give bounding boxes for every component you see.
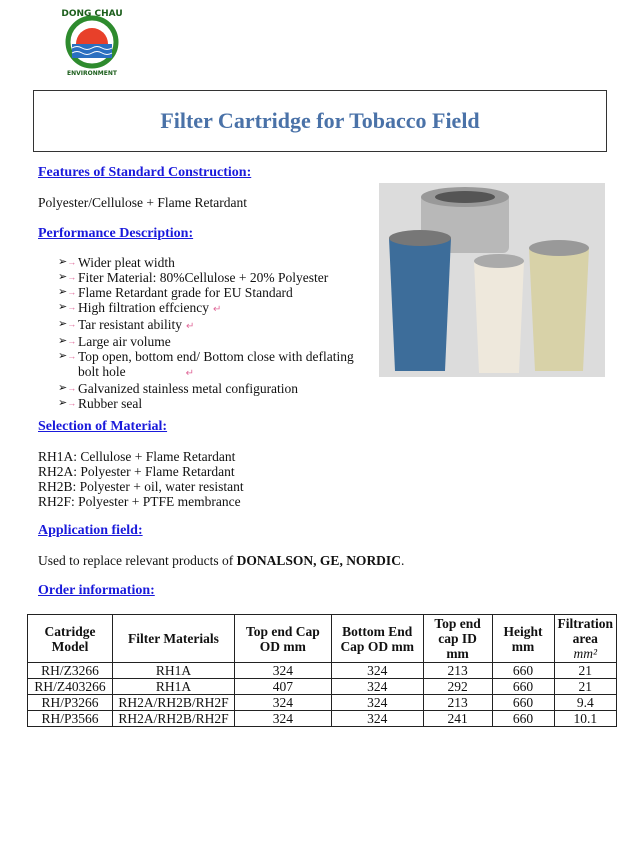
col-header: Filter Materials xyxy=(112,615,234,663)
performance-list xyxy=(58,255,378,411)
arrow-bullet-icon: ➢→ xyxy=(58,286,77,298)
application-text xyxy=(38,553,404,569)
performance-item xyxy=(58,270,378,285)
table-cell: 241 xyxy=(423,711,492,727)
table-cell: 660 xyxy=(492,679,554,695)
table-cell: 324 xyxy=(331,679,423,695)
table-cell: 324 xyxy=(331,711,423,727)
material-item: RH1A: Cellulose + Flame Retardant xyxy=(38,449,236,464)
performance-item xyxy=(58,396,378,411)
performance-item-text: Top open, bottom end/ Bottom close with deflating xyxy=(78,349,354,364)
arrow-bullet-icon: ➢→ xyxy=(58,350,77,362)
table-row xyxy=(28,711,617,727)
svg-text:DONG CHAU: DONG CHAU xyxy=(61,9,123,19)
performance-item-text: Fiter Material: 80%Cellulose + 20% Polyester xyxy=(78,270,329,285)
col-header xyxy=(554,615,617,663)
table-cell: 213 xyxy=(423,695,492,711)
arrow-bullet-icon: ➢→ xyxy=(58,335,77,347)
col-header: Catridge Model xyxy=(28,615,113,663)
table-cell: 660 xyxy=(492,711,554,727)
table-row xyxy=(28,663,617,679)
table-cell: RH1A xyxy=(112,663,234,679)
performance-item-text: bolt hole xyxy=(78,364,126,379)
performance-item xyxy=(58,381,378,396)
unit-label: mm² xyxy=(573,646,598,661)
performance-item xyxy=(58,317,378,334)
arrow-bullet-icon: ➢→ xyxy=(58,382,77,394)
table-cell: RH/Z403266 xyxy=(28,679,113,695)
table-cell: 292 xyxy=(423,679,492,695)
table-row xyxy=(28,679,617,695)
performance-item-text: Large air volume xyxy=(78,334,171,349)
application-suffix: . xyxy=(400,553,405,568)
filter-cartridges-photo xyxy=(379,183,605,377)
order-table xyxy=(27,614,617,727)
material-item: RH2B: Polyester + oil, water resistant xyxy=(38,479,244,494)
application-prefix: Used to replace relevant products of xyxy=(38,553,237,568)
material-list xyxy=(38,449,244,509)
arrow-bullet-icon: ➢→ xyxy=(58,271,77,283)
arrow-bullet-icon: ➢→ xyxy=(58,301,77,313)
performance-heading: Performance Description: xyxy=(38,226,194,241)
arrow-bullet-icon: ➢→ xyxy=(58,256,77,268)
performance-item xyxy=(58,285,378,300)
col-header: Height mm xyxy=(492,615,554,663)
application-brands: DONALSON, GE, NORDIC xyxy=(236,553,401,568)
performance-item xyxy=(58,364,378,381)
order-heading: Order information: xyxy=(38,583,155,598)
performance-item xyxy=(58,255,378,270)
selection-heading: Selection of Material: xyxy=(38,419,168,434)
features-heading: Features of Standard Construction: xyxy=(38,165,252,180)
dong-chau-logo xyxy=(40,6,144,76)
material-item: RH2A: Polyester + Flame Retardant xyxy=(38,464,235,479)
table-header-row xyxy=(28,615,617,663)
table-cell: 324 xyxy=(331,695,423,711)
title-box xyxy=(33,90,607,152)
table-cell: RH/P3566 xyxy=(28,711,113,727)
table-cell: 407 xyxy=(234,679,331,695)
table-cell: 10.1 xyxy=(554,711,617,727)
performance-item-text: High filtration effciency xyxy=(78,300,209,315)
table-cell: RH2A/RH2B/RH2F xyxy=(112,695,234,711)
paragraph-mark-icon: ↵ xyxy=(186,321,195,332)
table-cell: 21 xyxy=(554,679,617,695)
table-cell: 660 xyxy=(492,663,554,679)
performance-item xyxy=(58,349,378,364)
table-cell: 324 xyxy=(234,711,331,727)
performance-item-text: Tar resistant ability xyxy=(78,317,183,332)
table-row xyxy=(28,695,617,711)
table-cell: RH/Z3266 xyxy=(28,663,113,679)
material-item: RH2F: Polyester + PTFE membrance xyxy=(38,494,241,509)
table-cell: RH2A/RH2B/RH2F xyxy=(112,711,234,727)
col-header: Bottom End Cap OD mm xyxy=(331,615,423,663)
features-text: Polyester/Cellulose + Flame Retardant xyxy=(38,195,247,210)
paragraph-mark-icon: ↵ xyxy=(185,368,195,379)
performance-item-text: Rubber seal xyxy=(78,396,143,411)
table-cell: 660 xyxy=(492,695,554,711)
paragraph-mark-icon: ↵ xyxy=(212,304,222,315)
table-cell: RH/P3266 xyxy=(28,695,113,711)
performance-item xyxy=(58,300,378,317)
table-cell: 324 xyxy=(234,663,331,679)
table-cell: 21 xyxy=(554,663,617,679)
performance-item-text: Flame Retardant grade for EU Standard xyxy=(78,285,293,300)
performance-item-text: Galvanized stainless metal configuration xyxy=(78,381,299,396)
filtration-header: Filtration area xyxy=(557,616,613,646)
performance-item xyxy=(58,334,378,349)
table-cell: 213 xyxy=(423,663,492,679)
svg-text:ENVIRONMENT: ENVIRONMENT xyxy=(67,70,117,76)
col-header: Top end Cap OD mm xyxy=(234,615,331,663)
col-header: Top end cap ID mm xyxy=(423,615,492,663)
application-heading: Application field: xyxy=(38,523,143,538)
arrow-bullet-icon: ➢→ xyxy=(58,397,77,409)
table-cell: 9.4 xyxy=(554,695,617,711)
arrow-bullet-icon: ➢→ xyxy=(58,318,77,330)
page-title: Filter Cartridge for Tobacco Field xyxy=(160,108,480,133)
table-cell: RH1A xyxy=(112,679,234,695)
table-cell: 324 xyxy=(234,695,331,711)
table-cell: 324 xyxy=(331,663,423,679)
performance-item-text: Wider pleat width xyxy=(78,255,175,270)
